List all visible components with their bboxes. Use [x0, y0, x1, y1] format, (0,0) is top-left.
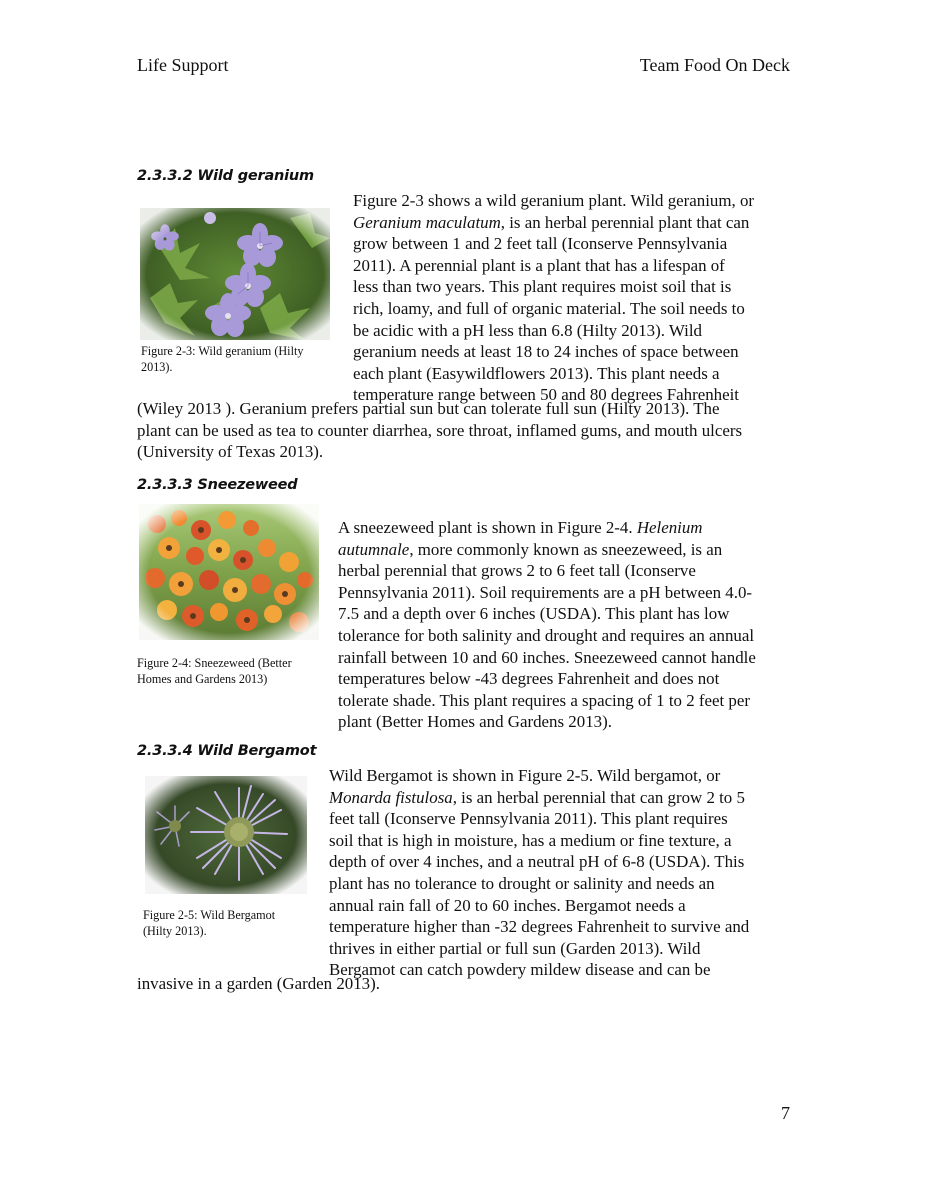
sneezeweed-text: A sneezeweed plant is shown in Figure 2-4. Helenium autumnale, more commonly known as sneezeweed, is an herbal perennial that grows 2 to 6 feet tall (Iconserve Pennsylvania 2011). Soil requirements are a pH between 4.0- 7.5 and a depth over 6 inches (USDA). This plant has low tolerance for both salinity and drought and requires an annual rainfall between 10 and 60 inches. Sneezeweed cannot handle temperatures below -43 degrees Fahrenheit and does not tolerate shade. This plant requires a spacing of 1 to 2 feet per plant (Better Homes and Gardens 2013).	[338, 518, 756, 732]
wild-bergamot-wrapped-text: Wild Bergamot is shown in Figure 2-5. Wild bergamot, or Monarda fistulosa, is an herbal perennial that can grow 2 to 5 feet tall (Iconserve Pennsylvania 2011). This plant requires soil that is high in moisture, has a medium or fine texture, a depth of over 4 inches, and a neutral pH of 6-8 (USDA). This plant has no tolerance to drought or salinity and needs an annual rain fall of 20 to 60 inches. Bergamot needs a temperature higher than -32 degrees Fahrenheit to survive and thrives in either partial or full sun (Garden 2013). Wild Bergamot can catch powdery mildew disease and can be	[329, 766, 750, 980]
section-heading-wild-bergamot: 2.3.3.4 Wild Bergamot	[137, 743, 317, 759]
wild-geranium-photo	[140, 208, 330, 340]
wild-bergamot-photo	[145, 776, 307, 894]
wild-geranium-wrapped-text: Figure 2-3 shows a wild geranium plant. Wild geranium, or Geranium maculatum, is an herbal perennial plant that can grow between 1 and 2 feet tall (Iconserve Pennsylvania 2011). A perennial plant is a plant that has a lifespan of less than two years. This plant requires moist soil that is rich, loamy, and full of organic material. The soil needs to be acidic with a pH less than 6.8 (Hilty 2013). Wild geranium needs at least 18 to 24 inches of space between each plant (Easywildflowers 2013). This plant needs a temperature range between 50 and 80 degrees Fahrenheit	[353, 191, 755, 405]
wild-geranium-full-text: (Wiley 2013 ). Geranium prefers partial sun but can tolerate full sun (Hilty 2013). The plant can be used as tea to counter diarrhea, sore throat, inflamed gums, and mouth ulcers (University of Texas 2013).	[137, 399, 743, 462]
section-heading-sneezeweed: 2.3.3.3 Sneezeweed	[137, 477, 298, 493]
running-header-left: Life Support	[137, 55, 229, 75]
figure-caption-2-4: Figure 2-4: Sneezeweed (Better Homes and Gardens 2013)	[137, 656, 292, 686]
page-number: 7	[781, 1103, 790, 1123]
sneezeweed-photo	[139, 504, 319, 640]
figure-caption-2-3: Figure 2-3: Wild geranium (Hilty 2013).	[141, 344, 304, 374]
running-header-right: Team Food On Deck	[639, 55, 790, 75]
figure-caption-2-5: Figure 2-5: Wild Bergamot (Hilty 2013).	[143, 908, 276, 938]
section-heading-wild-geranium: 2.3.3.2 Wild geranium	[137, 168, 314, 184]
wild-bergamot-full-text: invasive in a garden (Garden 2013).	[137, 974, 380, 993]
